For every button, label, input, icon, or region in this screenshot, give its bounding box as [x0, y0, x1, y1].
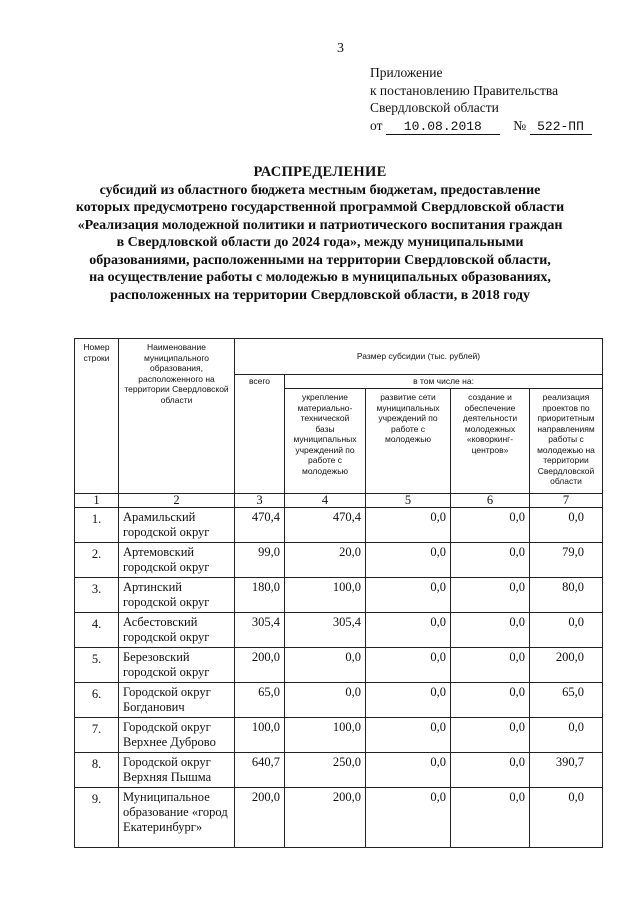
row-number: 7. — [75, 718, 119, 753]
table-row — [75, 578, 603, 613]
column-number: 7 — [530, 494, 603, 508]
coworking-value: 0,0 — [451, 613, 530, 648]
header-subsidy-size: Размер субсидии (тыс. рублей) — [235, 339, 603, 375]
projects-value: 0,0 — [530, 718, 603, 753]
municipality-name: Березовский городской округ — [119, 648, 235, 683]
total-value: 305,4 — [235, 613, 285, 648]
column-number: 6 — [451, 494, 530, 508]
title-line: на осуществление работы с молодежью в муниципальных образованиях, — [89, 270, 551, 285]
total-value: 470,4 — [235, 508, 285, 543]
total-value: 100,0 — [235, 718, 285, 753]
coworking-value: 0,0 — [451, 578, 530, 613]
resolution-number: 522-ПП — [530, 120, 592, 135]
table-row — [75, 753, 603, 788]
appendix-block — [370, 64, 592, 135]
network-development-value: 0,0 — [366, 648, 451, 683]
header-col6: создание и обеспечение деятельности молодежных «коворкинг-центров» — [451, 389, 530, 494]
number-prefix: № — [513, 117, 527, 133]
network-development-value: 0,0 — [366, 613, 451, 648]
row-number: 2. — [75, 543, 119, 578]
appendix-date-line — [370, 117, 592, 135]
municipality-name: Арамильский городской округ — [119, 508, 235, 543]
coworking-value: 0,0 — [451, 543, 530, 578]
network-development-value: 0,0 — [366, 718, 451, 753]
total-value: 180,0 — [235, 578, 285, 613]
material-base-value: 20,0 — [285, 543, 366, 578]
title-line: образованиями, расположенными на территории Свердловской области, — [89, 252, 551, 268]
header-col7: реализация проектов по приоритетным направлениям работы с молодежью на территории Свердловской области — [530, 389, 603, 494]
projects-value: 0,0 — [530, 613, 603, 648]
table-row — [75, 613, 603, 648]
material-base-value: 0,0 — [285, 648, 366, 683]
date-prefix: от — [370, 117, 383, 133]
row-number: 9. — [75, 788, 119, 848]
appendix-region: Свердловской области — [370, 100, 499, 115]
title-heading: РАСПРЕДЕЛЕНИЕ — [253, 164, 387, 180]
municipality-name: Муниципальное образование «город Екатеринбург» — [119, 788, 235, 848]
coworking-value: 0,0 — [451, 508, 530, 543]
municipality-name: Городской округ Верхняя Пышма — [119, 753, 235, 788]
title-line: субсидий из областного бюджета местным бюджетам, предоставление — [99, 182, 541, 198]
appendix-resolution: к постановлению Правительства — [370, 82, 559, 98]
coworking-value: 0,0 — [451, 683, 530, 718]
material-base-value: 470,4 — [285, 508, 366, 543]
network-development-value: 0,0 — [366, 508, 451, 543]
row-number: 1. — [75, 508, 119, 543]
header-col4: укрепление материально-технической базы муниципальных учреждений по работе с молодежью — [285, 389, 366, 494]
header-total: всего — [235, 375, 285, 494]
table-row — [75, 788, 603, 848]
header-col5: развитие сети муниципальных учреждений по работе с молодежью — [366, 389, 451, 494]
projects-value: 0,0 — [530, 788, 603, 848]
title-line: «Реализация молодежной политики и патриотического воспитания граждан — [77, 217, 563, 233]
municipality-name: Артинский городской округ — [119, 578, 235, 613]
coworking-value: 0,0 — [451, 788, 530, 848]
projects-value: 79,0 — [530, 543, 603, 578]
total-value: 200,0 — [235, 788, 285, 848]
column-number-row — [75, 494, 603, 508]
title-line: в Свердловской области до 2024 года», между муниципальными — [116, 235, 524, 250]
network-development-value: 0,0 — [366, 788, 451, 848]
table-row — [75, 508, 603, 543]
resolution-date: 10.08.2018 — [386, 120, 500, 135]
table-row — [75, 718, 603, 753]
row-number: 4. — [75, 613, 119, 648]
header-municipality: Наименование муниципального образования, расположенного на территории Свердловской области — [119, 339, 235, 494]
subsidy-table — [74, 338, 603, 848]
network-development-value: 0,0 — [366, 543, 451, 578]
municipality-name: Городской округ Верхнее Дуброво — [119, 718, 235, 753]
coworking-value: 0,0 — [451, 718, 530, 753]
row-number: 5. — [75, 648, 119, 683]
material-base-value: 305,4 — [285, 613, 366, 648]
projects-value: 65,0 — [530, 683, 603, 718]
appendix-label: Приложение — [370, 65, 443, 80]
table-row — [75, 648, 603, 683]
municipality-name: Городской округ Богданович — [119, 683, 235, 718]
network-development-value: 0,0 — [366, 578, 451, 613]
column-number: 5 — [366, 494, 451, 508]
projects-value: 200,0 — [530, 648, 603, 683]
municipality-name: Асбестовский городской округ — [119, 613, 235, 648]
row-number: 8. — [75, 753, 119, 788]
column-number: 1 — [75, 494, 119, 508]
column-number: 3 — [235, 494, 285, 508]
page-number: 3 — [337, 41, 344, 56]
table-row — [75, 543, 603, 578]
network-development-value: 0,0 — [366, 683, 451, 718]
column-number: 4 — [285, 494, 366, 508]
total-value: 200,0 — [235, 648, 285, 683]
total-value: 65,0 — [235, 683, 285, 718]
header-including: в том числе на: — [285, 375, 603, 389]
projects-value: 390,7 — [530, 753, 603, 788]
municipality-name: Артемовский городской округ — [119, 543, 235, 578]
table-row — [75, 683, 603, 718]
projects-value: 0,0 — [530, 508, 603, 543]
header-row-number: Номер строки — [75, 339, 119, 494]
row-number: 6. — [75, 683, 119, 718]
material-base-value: 250,0 — [285, 753, 366, 788]
title-line: которых предусмотрено государственной программой Свердловской области — [75, 200, 565, 215]
row-number: 3. — [75, 578, 119, 613]
title-line: расположенных на территории Свердловской области, в 2018 году — [110, 287, 530, 303]
document-title — [60, 164, 580, 304]
material-base-value: 0,0 — [285, 683, 366, 718]
network-development-value: 0,0 — [366, 753, 451, 788]
total-value: 640,7 — [235, 753, 285, 788]
column-number: 2 — [119, 494, 235, 508]
total-value: 99,0 — [235, 543, 285, 578]
coworking-value: 0,0 — [451, 753, 530, 788]
coworking-value: 0,0 — [451, 648, 530, 683]
projects-value: 80,0 — [530, 578, 603, 613]
material-base-value: 100,0 — [285, 718, 366, 753]
material-base-value: 200,0 — [285, 788, 366, 848]
material-base-value: 100,0 — [285, 578, 366, 613]
